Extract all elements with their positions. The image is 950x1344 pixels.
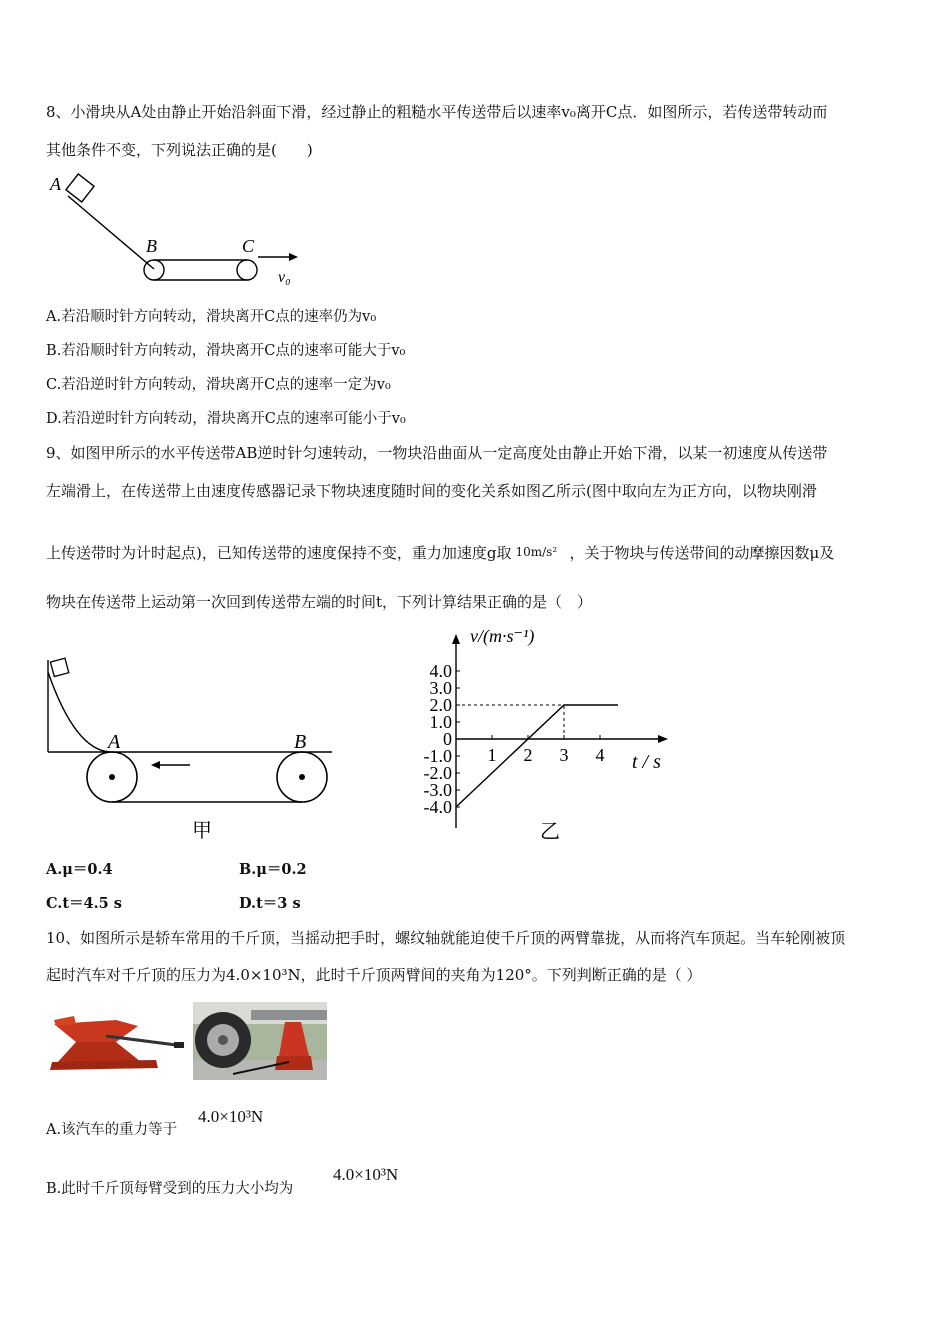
q10-car-jack-photo: [46, 1002, 186, 1080]
q8-pulley-left: [144, 260, 164, 280]
chart-x-tick-label: 3: [559, 745, 569, 765]
q10-option-a[interactable]: A.该汽车的重力等于: [46, 1122, 178, 1138]
chart-y-axis-arrow: [452, 634, 460, 644]
q9-vt-graph: [400, 620, 690, 845]
chart-x-tick-label: 2: [523, 745, 533, 765]
q9-option-a[interactable]: A.μ＝0.4: [46, 861, 113, 878]
chart-x-tick-label: 4: [595, 745, 605, 765]
chart-y-tick-label: 0: [443, 729, 452, 749]
q8-label-c: C: [242, 236, 255, 256]
q9-label-b: B: [294, 731, 307, 753]
q8-pulley-right: [237, 260, 257, 280]
chart-y-tick-label: -3.0: [423, 780, 452, 800]
q9-g-value: 10m/s²: [515, 545, 558, 559]
q10-car-wheel-jack-photo: [193, 1002, 327, 1080]
q8-text-line2: 其他条件不变，下列说法正确的是( ): [46, 141, 313, 159]
q9-curved-ramp: [48, 672, 110, 752]
q8-option-c[interactable]: C.若沿逆时针方向转动，滑块离开C点的速率一定为v₀: [46, 377, 391, 393]
q10-text-line2: 起时汽车对千斤顶的压力为4.0×10³N，此时千斤顶两臂间的夹角为120°。下列判断正确的是（ ）: [46, 966, 702, 984]
q9-caption-yi: 乙: [540, 821, 560, 843]
q8-incline: [68, 196, 154, 269]
chart-y-tick-label: -4.0: [423, 797, 452, 817]
q8-label-v0: v₀: [278, 269, 291, 286]
q10-option-a-expression: 4.0×10³N: [198, 1107, 264, 1126]
chart-x-axis-arrow: [658, 735, 668, 743]
chart-y-tick-label: 3.0: [429, 678, 452, 698]
q10-option-b-expression: 4.0×10³N: [333, 1165, 399, 1184]
chart-y-tick-label: -2.0: [423, 763, 452, 783]
q9-text-line2: 左端滑上，在传送带上由速度传感器记录下物块速度随时间的变化关系如图乙所示(图中取向左为正方向，以物块刚滑: [46, 482, 817, 500]
chart-y-tick-label: 1.0: [429, 712, 452, 732]
q9-text-line3-end: ，关于物块与传送带间的动摩擦因数μ及: [569, 544, 835, 562]
chart-y-axis-label: v/(m·s⁻¹): [470, 626, 535, 646]
q10-text-line1: 10、如图所示是轿车常用的千斤顶，当摇动把手时，螺纹轴就能迫使千斤顶的两臂靠拢，从而将汽车顶起。当车轮刚被顶: [46, 929, 846, 947]
q9-label-a: A: [108, 731, 121, 753]
q9-block: [50, 658, 68, 676]
q9-figure-jia: [40, 652, 340, 847]
chart-y-tick-label: 4.0: [429, 661, 452, 681]
q9-text-line3-start: 上传送带时为计时起点)，已知传送带的速度保持不变，重力加速度g取: [46, 544, 512, 562]
q9-option-c[interactable]: C.t＝4.5 s: [46, 895, 122, 912]
q10-option-b[interactable]: B.此时千斤顶每臂受到的压力大小均为: [46, 1181, 294, 1197]
q8-incline-conveyor-figure: [46, 172, 316, 292]
q8-option-a[interactable]: A.若沿顺时针方向转动，滑块离开C点的速率仍为v₀: [46, 309, 377, 325]
chart-y-tick-label: 2.0: [429, 695, 452, 715]
q9-caption-jia: 甲: [192, 820, 212, 842]
q8-option-d[interactable]: D.若沿逆时针方向转动，滑块离开C点的速率可能小于v₀: [46, 411, 406, 427]
q9-option-b[interactable]: B.μ＝0.2: [239, 861, 307, 878]
q9-option-d[interactable]: D.t＝3 s: [239, 895, 301, 912]
q8-label-a: A: [50, 174, 61, 194]
q9-text-line1: 9、如图甲所示的水平传送带AB逆时针匀速转动，一物块沿曲面从一定高度处由静止开始下滑，以某一初速度从传送带: [46, 444, 828, 462]
chart-y-tick-label: -1.0: [423, 746, 452, 766]
chart-x-tick-label: 1: [487, 745, 497, 765]
chart-series-line: [456, 705, 618, 807]
q8-option-b[interactable]: B.若沿顺时针方向转动，滑块离开C点的速率可能大于v₀: [46, 343, 406, 359]
q9-text-line4: 物块在传送带上运动第一次回到传送带左端的时间t，下列计算结果正确的是（ ）: [46, 593, 593, 611]
q9-text-line3: [46, 543, 834, 563]
chart-x-axis-label: t / s: [632, 751, 661, 773]
q8-text-line1: 8、小滑块从A处由静止开始沿斜面下滑，经过静止的粗糙水平传送带后以速率v₀离开C点．如图所示，若传送带转动而: [46, 103, 828, 121]
q8-label-b: B: [146, 236, 157, 256]
